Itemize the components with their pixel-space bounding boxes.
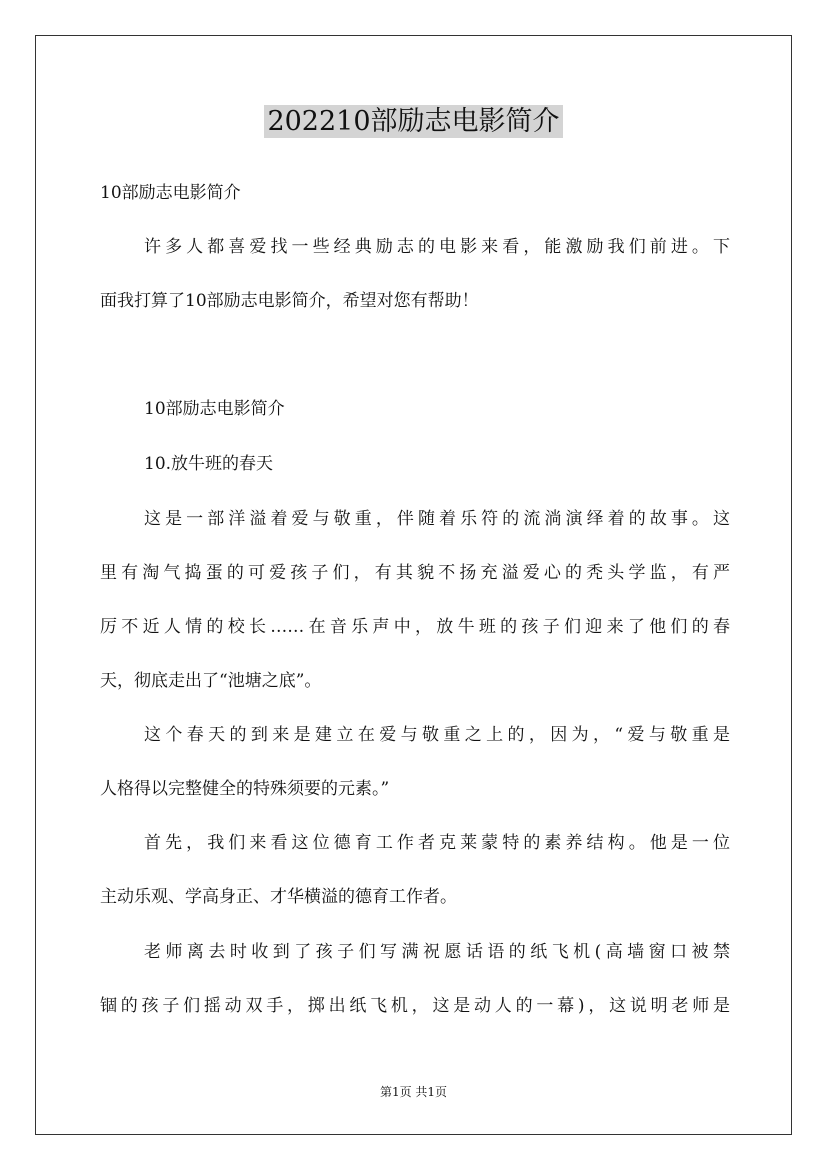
document-title-text: 202210部励志电影简介 [264,105,562,138]
paragraph-2-line-2: 人格得以完整健全的特殊须要的元素。” [100,779,390,799]
document-title [0,102,827,142]
intro-line-1: 许多人都喜爱找一些经典励志的电影来看，能激励我们前进。下 [144,237,730,257]
paragraph-1-line-2: 里有淘气捣蛋的可爱孩子们，有其貌不扬充溢爱心的秃头学监，有严 [100,563,730,583]
section-heading: 10部励志电影简介 [144,399,285,419]
paragraph-1-line-3: 厉不近人情的校长……在音乐声中，放牛班的孩子们迎来了他们的春 [100,617,730,637]
subtitle-line: 10部励志电影简介 [100,183,241,203]
page-footer: 第1页 共1页 [379,1085,448,1099]
paragraph-4-line-2: 锢的孩子们摇动双手，掷出纸飞机，这是动人的一幕)，这说明老师是 [100,996,730,1016]
paragraph-2-line-1: 这个春天的到来是建立在爱与敬重之上的，因为，“爱与敬重是 [144,725,730,745]
paragraph-3-line-2: 主动乐观、学高身正、才华横溢的德育工作者。 [100,887,457,907]
paragraph-4-line-1: 老师离去时收到了孩子们写满祝愿话语的纸飞机(高墙窗口被禁 [144,942,730,962]
paragraph-1-line-4: 天，彻底走出了“池塘之底”。 [100,671,322,691]
intro-line-2: 面我打算了10部励志电影简介，希望对您有帮助！ [100,291,479,311]
movie-heading-10: 10.放牛班的春天 [144,454,274,474]
paragraph-1-line-1: 这是一部洋溢着爱与敬重，伴随着乐符的流淌演绎着的故事。这 [144,509,730,529]
paragraph-3-line-1: 首先，我们来看这位德育工作者克莱蒙特的素养结构。他是一位 [144,833,730,853]
